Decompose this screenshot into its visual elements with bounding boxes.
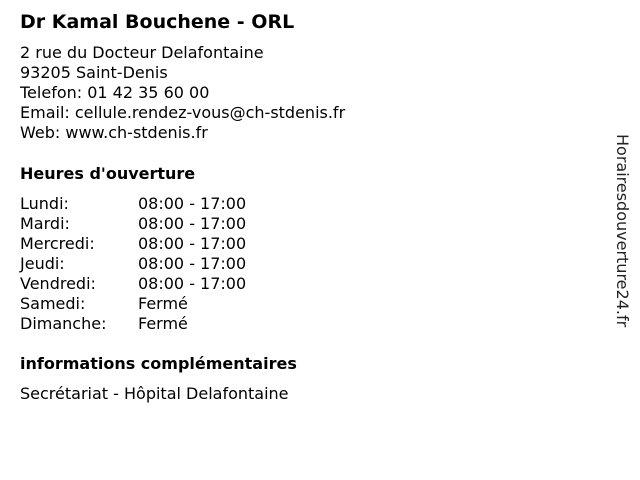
day-label: Vendredi: — [20, 274, 96, 293]
doctor-name: Dr Kamal Bouchene - ORL — [20, 11, 295, 33]
contact-block — [20, 43, 345, 143]
website: Web: www.ch-stdenis.fr — [20, 123, 208, 142]
day-label: Mercredi: — [20, 234, 95, 253]
phone-number: Telefon: 01 42 35 60 00 — [20, 83, 210, 102]
day-hours: Fermé — [138, 314, 188, 333]
opening-hours-heading: Heures d'ouverture — [20, 164, 196, 183]
day-label: Lundi: — [20, 194, 69, 213]
day-hours: 08:00 - 17:00 — [138, 234, 247, 253]
day-label: Jeudi: — [20, 254, 65, 273]
day-hours: Fermé — [138, 294, 188, 313]
day-label: Samedi: — [20, 294, 86, 313]
day-hours: 08:00 - 17:00 — [138, 254, 247, 273]
additional-info-heading: informations complémentaires — [20, 354, 297, 373]
site-watermark: Horairesdouverture24.fr — [613, 134, 632, 328]
day-hours: 08:00 - 17:00 — [138, 214, 247, 233]
day-hours: 08:00 - 17:00 — [138, 194, 247, 213]
email-address: Email: cellule.rendez-vous@ch-stdenis.fr — [20, 103, 346, 122]
additional-info-text: Secrétariat - Hôpital Delafontaine — [20, 384, 289, 403]
day-hours: 08:00 - 17:00 — [138, 274, 247, 293]
address-street: 2 rue du Docteur Delafontaine — [20, 43, 264, 62]
address-city: 93205 Saint-Denis — [20, 63, 168, 82]
day-label: Dimanche: — [20, 314, 107, 333]
day-label: Mardi: — [20, 214, 70, 233]
